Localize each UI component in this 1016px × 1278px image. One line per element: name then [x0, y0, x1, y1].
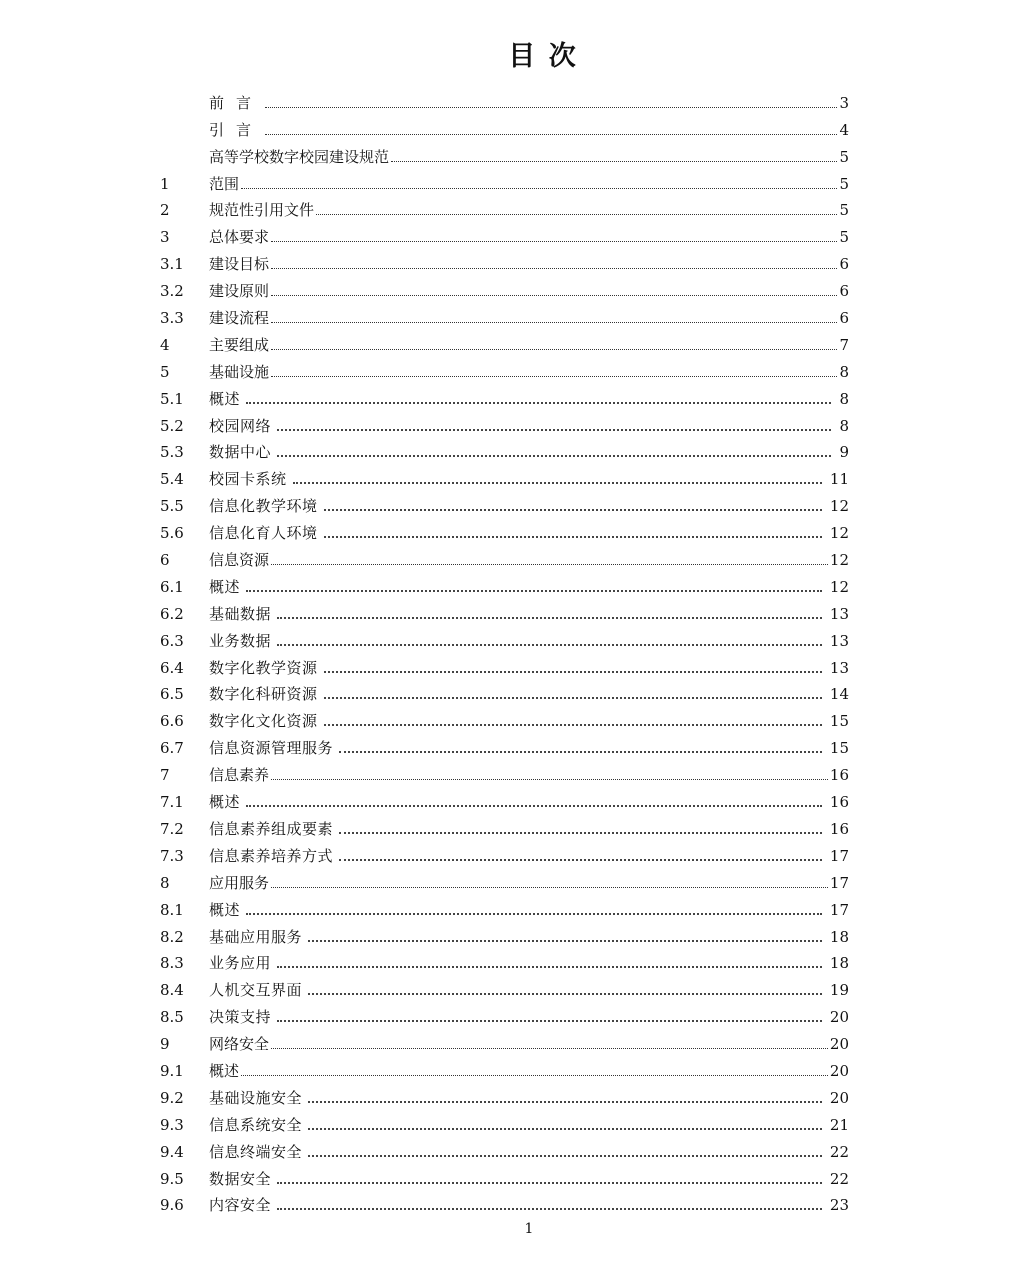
toc-entry-page: 5	[839, 174, 849, 193]
toc-entry[interactable]	[160, 1160, 849, 1187]
dot-leader	[324, 696, 822, 699]
toc-entry-label: 建设原则	[209, 282, 270, 301]
dot-leader	[246, 804, 822, 807]
toc-entry-page: 16	[829, 793, 849, 812]
toc-entry-page: 20	[829, 1088, 849, 1107]
toc-entry-number: 7.1	[160, 793, 184, 812]
toc-entry-label: 决策支持	[209, 1008, 272, 1027]
toc-entry-number: 8.4	[160, 981, 184, 1000]
toc-entry[interactable]	[160, 407, 849, 434]
toc-entry[interactable]	[160, 1025, 849, 1052]
toc-entry-label: 业务应用	[209, 954, 272, 973]
toc-entry[interactable]	[160, 460, 849, 487]
dot-leader	[241, 1074, 828, 1076]
toc-entry-page: 12	[829, 497, 849, 516]
toc-entry[interactable]	[160, 299, 849, 326]
dot-leader	[277, 643, 822, 646]
toc-entry[interactable]	[160, 1106, 849, 1133]
toc-entry-number: 6.7	[160, 739, 184, 758]
toc-entry[interactable]	[160, 1079, 849, 1106]
toc-entry[interactable]	[160, 487, 849, 514]
dot-leader	[271, 563, 828, 565]
toc-entry-label: 前言	[209, 93, 264, 112]
toc-entry[interactable]	[160, 514, 849, 541]
toc-entry[interactable]	[160, 218, 849, 245]
dot-leader	[293, 481, 822, 484]
toc-entry-number: 4	[160, 335, 170, 354]
toc-entry-label: 内容安全	[209, 1196, 272, 1215]
toc-entry-number: 3	[160, 228, 170, 247]
dot-leader	[246, 589, 822, 592]
toc-entry-page: 9	[839, 443, 849, 462]
toc-entry-page: 8	[839, 389, 849, 408]
toc-entry-page: 23	[829, 1196, 849, 1215]
toc-entry-label: 信息终端安全	[209, 1142, 303, 1161]
toc-entry[interactable]	[160, 810, 849, 837]
dot-leader	[246, 912, 822, 915]
toc-entry-page: 5	[839, 201, 849, 220]
toc-entry-number: 9.6	[160, 1196, 184, 1215]
toc-entry-number: 8	[160, 873, 170, 892]
toc-entry-number: 5.6	[160, 524, 184, 543]
toc-entry-page: 16	[829, 766, 849, 785]
toc-entry-label: 建设流程	[209, 309, 270, 328]
toc-entry-number: 7.2	[160, 819, 184, 838]
toc-entry[interactable]	[160, 380, 849, 407]
toc-entry-number: 5.5	[160, 497, 184, 516]
toc-entry-label: 基础数据	[209, 604, 272, 623]
toc-entry-page: 15	[829, 712, 849, 731]
toc-entry-page: 4	[839, 120, 849, 139]
toc-entry-label: 信息化育人环境	[209, 524, 318, 543]
toc-entry[interactable]	[160, 945, 849, 972]
toc-entry-label: 数字化科研资源	[209, 685, 318, 704]
toc-entry[interactable]	[160, 192, 849, 219]
toc-entry-number: 6.5	[160, 685, 184, 704]
toc-entry[interactable]	[160, 541, 849, 568]
dot-leader	[265, 106, 837, 108]
toc-entry[interactable]	[160, 918, 849, 945]
toc-entry-page: 11	[829, 470, 849, 489]
dot-leader	[308, 1100, 822, 1103]
toc-entry-label: 规范性引用文件	[209, 201, 315, 220]
toc-entry-label: 信息化教学环境	[209, 497, 318, 516]
toc-entry[interactable]	[160, 272, 849, 299]
toc-entry-page: 12	[829, 577, 849, 596]
toc-entry-number: 9.3	[160, 1115, 184, 1134]
toc-entry-page: 13	[829, 631, 849, 650]
toc-entry[interactable]	[160, 245, 849, 272]
dot-leader	[324, 723, 822, 726]
toc-entry-label: 数据安全	[209, 1169, 272, 1188]
toc-entry-page: 8	[839, 362, 849, 381]
dot-leader	[316, 213, 837, 215]
toc-entry-number: 8.5	[160, 1008, 184, 1027]
toc-entry-label: 网络安全	[209, 1035, 270, 1054]
toc-entry[interactable]	[160, 434, 849, 461]
toc-entry-page: 6	[839, 309, 849, 328]
toc-entry-label: 信息资源	[209, 551, 270, 570]
toc-entry-label: 信息素养培养方式	[209, 846, 334, 865]
toc-entry-number: 9.5	[160, 1169, 184, 1188]
toc-entry-label: 基础应用服务	[209, 927, 303, 946]
dot-leader	[271, 886, 828, 888]
toc-entry-number: 6.3	[160, 631, 184, 650]
toc-entry-label: 高等学校数字校园建设规范	[209, 147, 390, 166]
toc-entry-number: 1	[160, 174, 170, 193]
toc-entry-number: 7.3	[160, 846, 184, 865]
dot-leader	[339, 831, 822, 834]
toc-entry-number: 5.1	[160, 389, 184, 408]
toc-entry-number: 3.1	[160, 255, 184, 274]
toc-entry-page: 14	[829, 685, 849, 704]
page-number: 1	[524, 1221, 534, 1237]
dot-leader	[277, 1207, 822, 1210]
toc-entry-number: 5.3	[160, 443, 184, 462]
toc-entry-label: 数字化教学资源	[209, 658, 318, 677]
toc-entry-label: 应用服务	[209, 873, 270, 892]
dot-leader	[271, 240, 837, 242]
toc-entry-label: 数字化文化资源	[209, 712, 318, 731]
toc-entry-page: 20	[829, 1035, 849, 1054]
toc-entry[interactable]	[160, 622, 849, 649]
toc-entry-number: 8.1	[160, 900, 184, 919]
toc-entry-label: 总体要求	[209, 228, 270, 247]
dot-leader	[277, 454, 831, 457]
dot-leader	[271, 778, 828, 780]
dot-leader	[271, 321, 837, 323]
toc-entry[interactable]	[160, 891, 849, 918]
toc-entry-label: 概述	[209, 577, 241, 596]
toc-entry-number: 9.1	[160, 1061, 184, 1080]
toc-entry-label: 概述	[209, 793, 241, 812]
toc-entry-label: 引言	[209, 120, 264, 139]
toc-entry[interactable]	[160, 326, 849, 353]
toc-entry[interactable]	[160, 1133, 849, 1160]
toc-entry[interactable]	[160, 1052, 849, 1079]
toc-entry[interactable]	[160, 649, 849, 676]
toc-entry-page: 15	[829, 739, 849, 758]
toc-entry-number: 3.3	[160, 309, 184, 328]
dot-leader	[277, 428, 831, 431]
toc-entry-page: 8	[839, 416, 849, 435]
toc-entry-page: 5	[839, 147, 849, 166]
toc-entry-page: 22	[829, 1169, 849, 1188]
toc-entry-number: 3.2	[160, 282, 184, 301]
dot-leader	[271, 267, 837, 269]
toc-entry[interactable]	[160, 568, 849, 595]
toc-entry-number: 2	[160, 201, 170, 220]
dot-leader	[324, 508, 822, 511]
dot-leader	[308, 1127, 822, 1130]
toc-entry-page: 13	[829, 604, 849, 623]
toc-entry-label: 校园网络	[209, 416, 272, 435]
dot-leader	[308, 992, 822, 995]
toc-entry-label: 信息资源管理服务	[209, 739, 334, 758]
toc-entry[interactable]	[160, 84, 849, 111]
toc-entry[interactable]	[160, 998, 849, 1025]
dot-leader	[324, 535, 822, 538]
toc-entry-label: 范围	[209, 174, 240, 193]
toc-entry-label: 信息素养组成要素	[209, 819, 334, 838]
toc-entry[interactable]	[160, 165, 849, 192]
toc-entry-label: 概述	[209, 900, 241, 919]
toc-entry-label: 校园卡系统	[209, 470, 287, 489]
toc-entry-number: 8.3	[160, 954, 184, 973]
toc-entry-label: 业务数据	[209, 631, 272, 650]
toc-entry-page: 7	[839, 335, 849, 354]
toc-entry-page: 13	[829, 658, 849, 677]
toc-entry-page: 6	[839, 282, 849, 301]
toc-entry-number: 7	[160, 766, 170, 785]
toc-entry-number: 9.2	[160, 1088, 184, 1107]
toc-entry-number: 5.2	[160, 416, 184, 435]
dot-leader	[339, 858, 822, 861]
toc-entry-page: 5	[839, 228, 849, 247]
toc-entry-label: 建设目标	[209, 255, 270, 274]
toc-entry-page: 20	[829, 1061, 849, 1080]
toc-entry-number: 5.4	[160, 470, 184, 489]
toc-entry[interactable]	[160, 702, 849, 729]
toc-entry-number: 8.2	[160, 927, 184, 946]
toc-entry-page: 12	[829, 524, 849, 543]
toc-entry-page: 18	[829, 927, 849, 946]
toc-entry-label: 信息素养	[209, 766, 270, 785]
toc-entry-page: 12	[829, 551, 849, 570]
dot-leader	[271, 375, 837, 377]
toc-entry[interactable]	[160, 971, 849, 998]
toc-entry[interactable]	[160, 111, 849, 138]
toc-entry[interactable]	[160, 595, 849, 622]
toc-entry-number: 6.6	[160, 712, 184, 731]
table-of-contents	[160, 84, 849, 1213]
toc-entry-label: 概述	[209, 1061, 240, 1080]
toc-entry-label: 基础设施	[209, 362, 270, 381]
toc-entry-number: 6.4	[160, 658, 184, 677]
toc-entry-page: 17	[829, 873, 849, 892]
toc-entry-label: 基础设施安全	[209, 1088, 303, 1107]
toc-entry[interactable]	[160, 353, 849, 380]
dot-leader	[339, 750, 822, 753]
toc-entry-label: 主要组成	[209, 335, 270, 354]
toc-entry-label: 人机交互界面	[209, 981, 303, 1000]
toc-entry-page: 17	[829, 846, 849, 865]
toc-entry-number: 5	[160, 362, 170, 381]
dot-leader	[277, 965, 822, 968]
toc-entry-page: 22	[829, 1142, 849, 1161]
dot-leader	[277, 1019, 822, 1022]
toc-entry-page: 18	[829, 954, 849, 973]
toc-entry-page: 17	[829, 900, 849, 919]
dot-leader	[271, 1047, 828, 1049]
toc-entry-label: 信息系统安全	[209, 1115, 303, 1134]
toc-entry-page: 20	[829, 1008, 849, 1027]
dot-leader	[265, 133, 837, 135]
toc-entry[interactable]	[160, 837, 849, 864]
toc-entry-number: 9	[160, 1035, 170, 1054]
dot-leader	[246, 401, 831, 404]
toc-entry-number: 6	[160, 551, 170, 570]
page-title: 目 次	[508, 41, 578, 72]
dot-leader	[241, 187, 837, 189]
toc-entry-label: 数据中心	[209, 443, 272, 462]
toc-entry[interactable]	[160, 864, 849, 891]
toc-entry-number: 6.1	[160, 577, 184, 596]
toc-entry-page: 19	[829, 981, 849, 1000]
toc-entry-number: 6.2	[160, 604, 184, 623]
toc-entry-page: 6	[839, 255, 849, 274]
toc-entry-page: 16	[829, 819, 849, 838]
dot-leader	[308, 1154, 822, 1157]
toc-entry-page: 3	[839, 93, 849, 112]
dot-leader	[271, 294, 837, 296]
dot-leader	[308, 939, 822, 942]
toc-entry[interactable]	[160, 676, 849, 703]
dot-leader	[277, 1181, 822, 1184]
toc-entry[interactable]	[160, 783, 849, 810]
toc-entry-number: 9.4	[160, 1142, 184, 1161]
dot-leader	[277, 616, 822, 619]
dot-leader	[271, 348, 837, 350]
toc-entry-page: 21	[829, 1115, 849, 1134]
toc-entry[interactable]	[160, 1187, 849, 1214]
toc-entry[interactable]	[160, 138, 849, 165]
dot-leader	[324, 670, 822, 673]
dot-leader	[391, 160, 837, 162]
toc-entry[interactable]	[160, 756, 849, 783]
toc-entry[interactable]	[160, 729, 849, 756]
toc-entry-label: 概述	[209, 389, 241, 408]
